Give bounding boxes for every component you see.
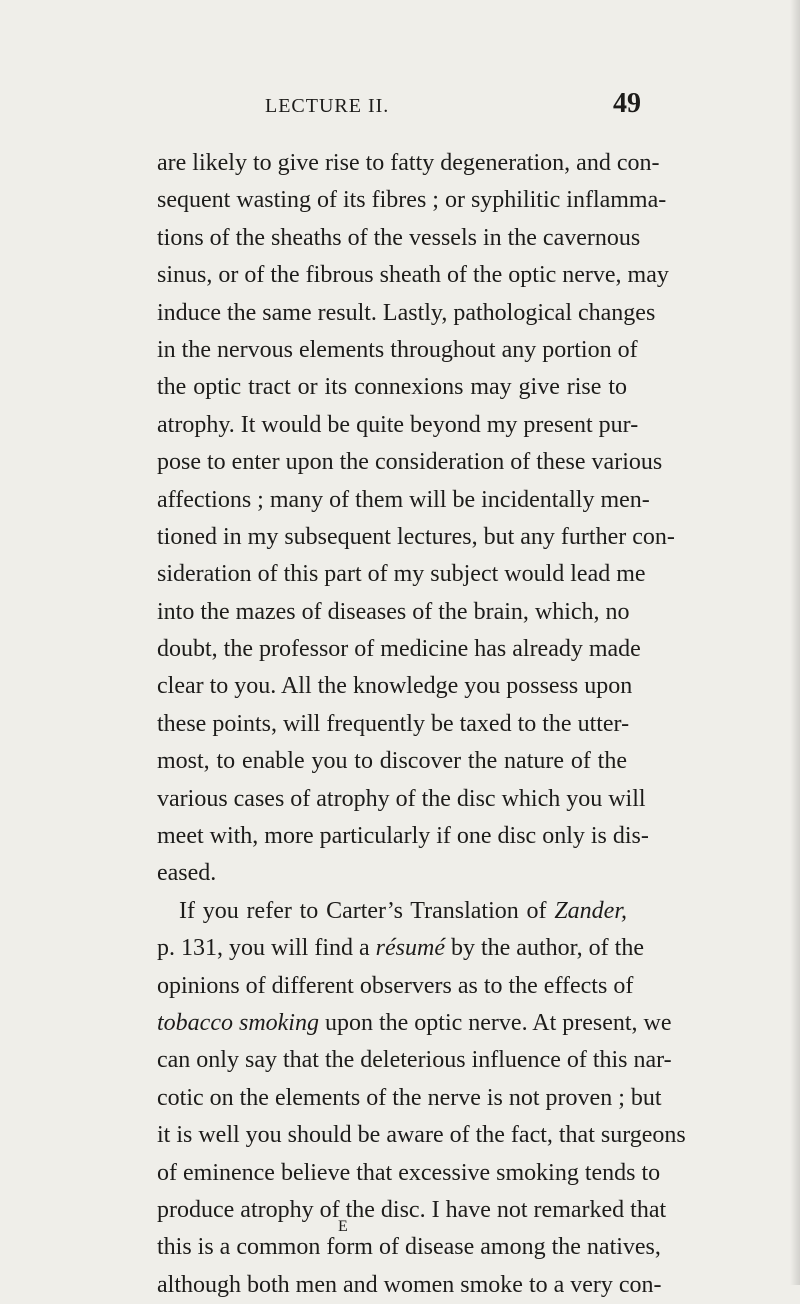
text-line: induce the same result. Lastly, pathological changes [157,299,656,326]
text-run: p. 131, you will find a [157,935,376,962]
text-line: various cases of atrophy of the disc which you will [157,785,646,812]
text-run: by the author, of the [444,935,644,962]
text-line: produce atrophy of the disc. I have not remarked that [157,1196,667,1223]
text-line: meet with, more particularly if one disc only is dis- [157,823,649,850]
text-line: although both men and women smoke to a very con- [157,1271,662,1298]
text-line: these points, will frequently be taxed to the utter- [157,710,630,737]
text-line-para2-1 [157,893,627,930]
page-body [157,145,686,1304]
running-title: LECTURE II. [265,95,390,117]
text-line: the optic tract or its connexions may give rise to [157,374,627,401]
text-line: of eminence believe that excessive smoking tends to [157,1159,661,1186]
text-line: sequent wasting of its fibres ; or syphilitic inflamma- [157,187,667,214]
text-line: atrophy. It would be quite beyond my present pur- [157,411,639,438]
text-line: into the mazes of diseases of the brain, which, no [157,598,630,625]
text-line: eased. [157,860,217,887]
page-edge-shadow [790,0,800,1285]
text-line: affections ; many of them will be incidentally men- [157,486,650,513]
text-line: are likely to give rise to fatty degeneration, and con- [157,150,660,176]
signature-mark: E [338,1218,348,1235]
text-line: sinus, or of the fibrous sheath of the optic nerve, may [157,262,669,289]
text-run: If you refer to Carter’s Translation of [179,897,555,924]
text-line: in the nervous elements throughout any portion of [157,336,638,363]
text-run: upon the optic nerve. At present, we [318,1009,672,1036]
text-line: cotic on the elements of the nerve is not proven ; but [157,1084,662,1111]
italic-run: Zander, [554,897,627,924]
text-line-para2-3: opinions of different observers as to the effects of [157,972,634,999]
text-line: sideration of this part of my subject would lead me [157,561,646,588]
text-line: pose to enter upon the consideration of these various [157,449,663,476]
text-line: can only say that the deleterious influence of this nar- [157,1047,672,1074]
text-line: this is a common form of disease among the natives, [157,1234,661,1261]
text-line: most, to enable you to discover the nature of the [157,748,627,775]
page-number: 49 [613,88,641,119]
text-line: it is well you should be aware of the fact, that surgeons [157,1122,686,1149]
text-line: doubt, the professor of medicine has already made [157,636,641,663]
italic-run: résumé [375,935,445,962]
text-line: tioned in my subsequent lectures, but any further con- [157,523,675,550]
text-line-para2-4 [157,1005,672,1042]
italic-run: tobacco smoking [157,1009,319,1036]
text-line: clear to you. All the knowledge you possess upon [157,673,633,700]
text-line: tions of the sheaths of the vessels in the cavernous [157,224,641,251]
text-line-para2-2 [157,930,644,967]
page-header [157,88,641,129]
